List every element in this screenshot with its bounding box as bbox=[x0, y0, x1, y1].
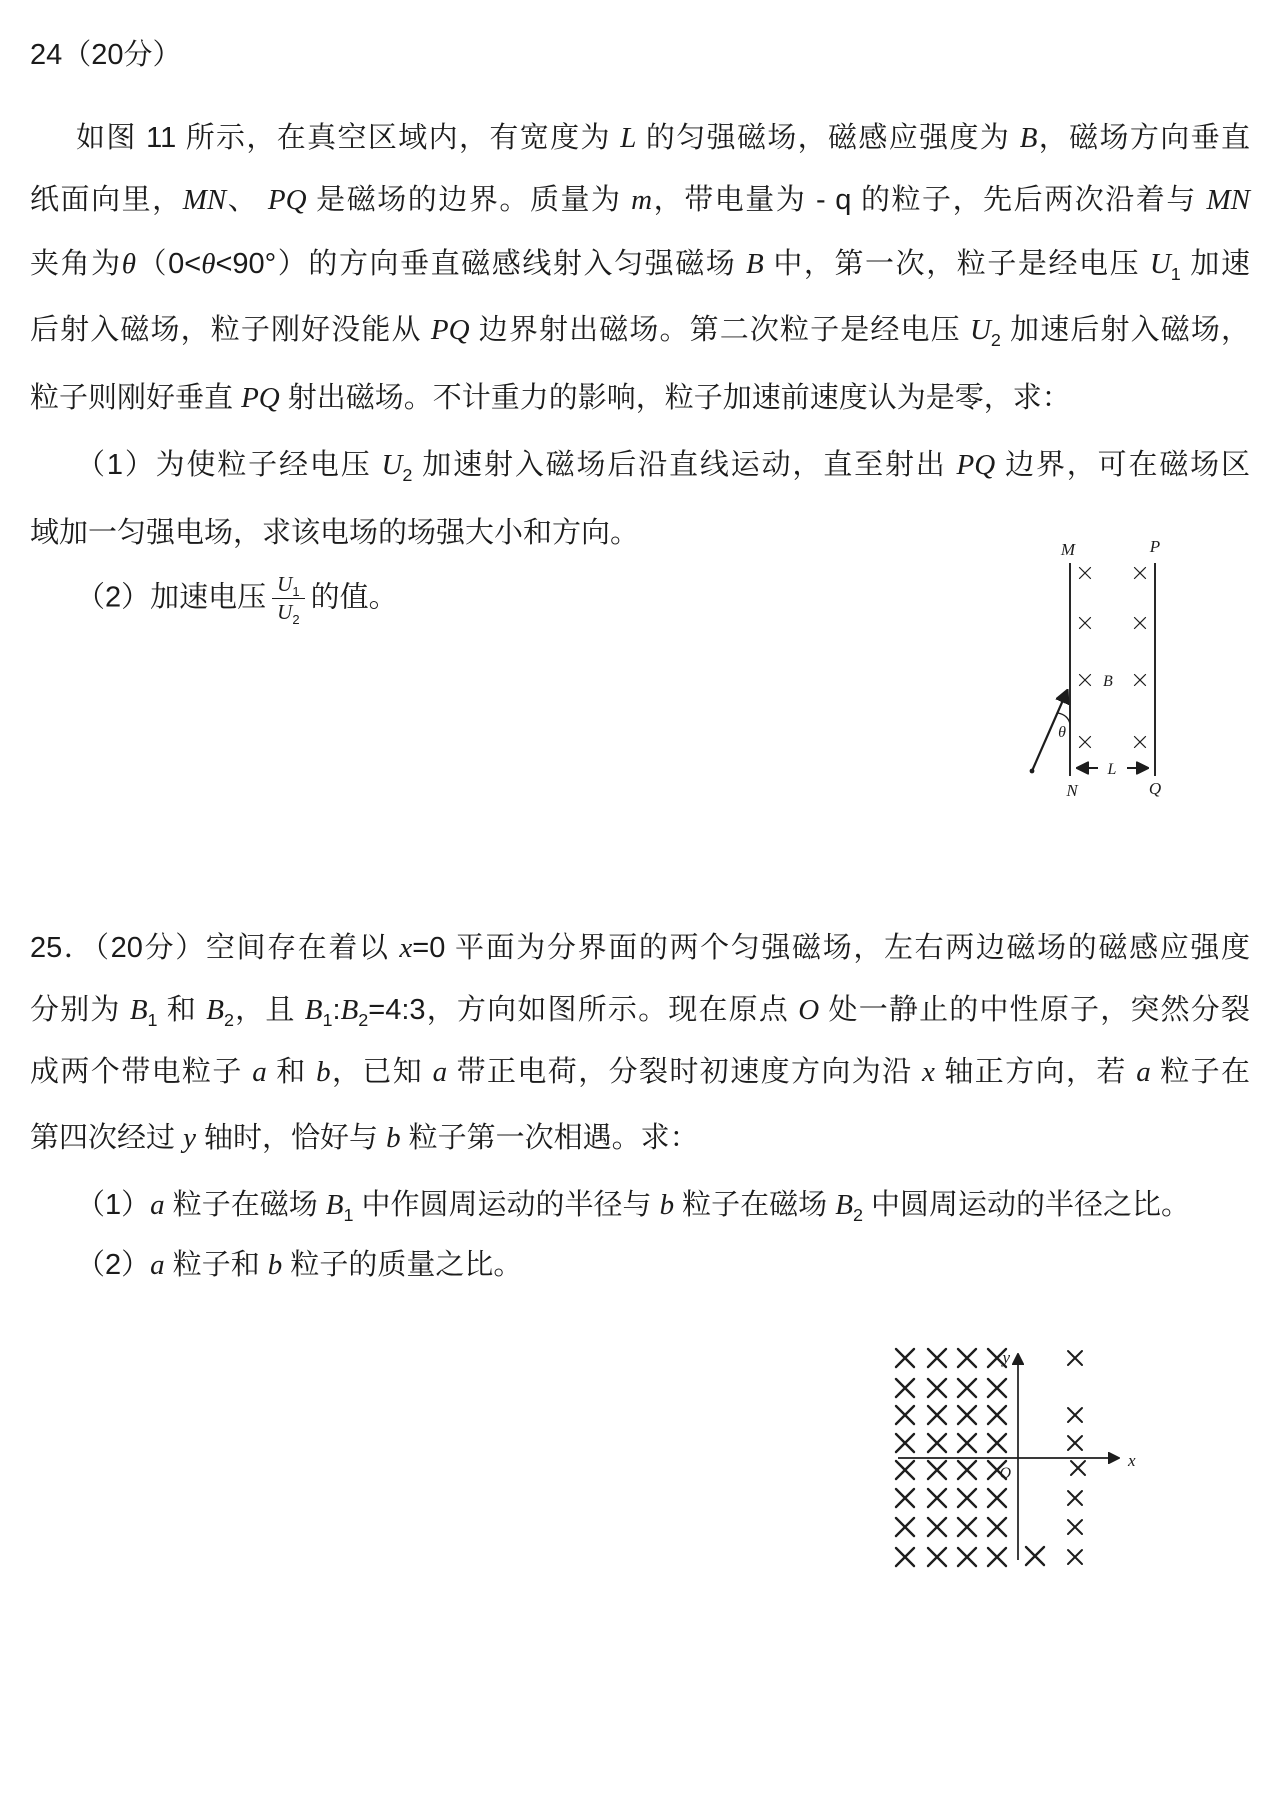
label-y-axis: y bbox=[1002, 1348, 1010, 1367]
p24-question-1: （1）为使粒子经电压 $U_2$ 加速射入磁场后沿直线运动，直至射出 PQ 边界，可在磁场区 bbox=[76, 449, 1250, 485]
label-Q: Q bbox=[1148, 779, 1162, 798]
p25-question-2: （2）a 粒子和 b 粒子的质量之比。 bbox=[76, 1249, 523, 1281]
label-L: L bbox=[1107, 761, 1117, 778]
p24-line-4: 后射入磁场，粒子刚好没能从 PQ 边界射出磁场。第二次粒子是经电压 $U_2$ 加速后射入磁场， bbox=[30, 314, 1250, 350]
label-theta: θ bbox=[1058, 724, 1066, 741]
field-into-page-cross-icons bbox=[1080, 568, 1146, 748]
angle-arc bbox=[1058, 713, 1070, 724]
p24-line-5: 粒子则刚好垂直 PQ 射出磁场。不计重力的影响，粒子加速前速度认为是零，求： bbox=[30, 382, 1071, 414]
label-origin-O: O bbox=[999, 1465, 1011, 1482]
p24-line-3: 夹角为θ（0<θ<90°）的方向垂直磁感线射入匀强磁场 B 中，第一次，粒子是经电压 $U_1$ 加速 bbox=[30, 248, 1250, 284]
figure-24-magnetic-field-strip-diagram bbox=[1008, 533, 1193, 808]
p25-line-4: 第四次经过 y 轴时，恰好与 b 粒子第一次相遇。求： bbox=[30, 1122, 699, 1154]
problem-24-number: 24（20分） bbox=[30, 39, 182, 71]
p24-line-1: 如图 11 所示，在真空区域内，有宽度为 L 的匀强磁场，磁感应强度为 B，磁场方向垂直 bbox=[76, 122, 1250, 154]
label-N: N bbox=[1066, 781, 1078, 800]
label-M: M bbox=[1060, 540, 1076, 559]
fraction: $\frac{U_1}{U_2}$ bbox=[272, 572, 304, 625]
p25-question-1: （1）a 粒子在磁场 $B_1$ 中作圆周运动的半径与 b 粒子在磁场 $B_2$ 中圆周运动的半径之比。 bbox=[76, 1189, 1191, 1225]
label-x-axis: x bbox=[1128, 1451, 1136, 1470]
p24-question-2: （2）加速电压 $\frac{U_1}{U_2}$ 的值。 bbox=[76, 572, 398, 628]
p25-line-2: 分别为 $B_1$ 和 $B_2$，且 $B_1:B_2=4:3$，方向如图所示。现在原点 O 处一静止的中性原子，突然分裂 bbox=[30, 994, 1250, 1030]
label-B: B bbox=[1103, 673, 1113, 690]
figure-25-two-field-coordinate-diagram bbox=[868, 1338, 1158, 1583]
p25-line-1: 25．（20分）空间存在着以 x=0 平面为分界面的两个匀强磁场，左右两边磁场的磁感应强度 bbox=[30, 932, 1251, 964]
label-P: P bbox=[1149, 537, 1161, 556]
p24-line-2: 纸面向里，MN、 PQ 是磁场的边界。质量为 m，带电量为 - q 的粒子，先后两次沿着与 MN bbox=[30, 184, 1250, 216]
p24-question-1-cont: 域加一匀强电场，求该电场的场强大小和方向。 bbox=[30, 517, 640, 549]
p25-line-3: 成两个带电粒子 a 和 b，已知 a 带正电荷，分裂时初速度方向为沿 x 轴正方向，若 a 粒子在 bbox=[30, 1056, 1250, 1088]
